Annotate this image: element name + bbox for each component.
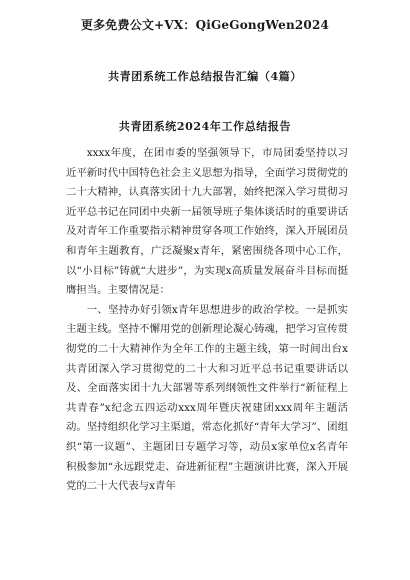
paragraph-intro: xxxx年度，在团市委的坚强领导下，市局团委坚持以习近平新时代中国特色社会主义思想为指导，全面学习贯彻党的二十大精神，认真落实团十九大部署，始终把深入学习贯彻习近平总书记在同团中央新一届领导班子集体谈话时的重要讲话及对青年工作重要指示精神贯穿各项工作始终，深入开展团员和青年主题教育，广泛凝聚x青年，紧密围绕各项中心工作，以“小目标”铸就“大进步”，为实现x高质量发展奋斗目标而挺膺担当。主要情况是：: [66, 147, 348, 297]
article-title: 共青团系统2024年工作总结报告: [118, 120, 292, 133]
paragraph-section-1: 一、坚持办好引领x青年思想进步的政治学校。一是抓实主题主线。坚持不懈用党的创新理论凝心铸魂，把学习宣传贯彻党的二十大精神作为全年工作的主题主线，第一时间出台x共青团深入学习贯彻党的二十大和习近平总书记重要讲话以及、全面落实团十九大部署等系列纲领性文件举行“新征程上共青春”x纪念五四运动xxx周年暨庆祝建团xxx周年主题活动。坚持组织化学习主渠道，常态化抓好“青年大学习”、团组织“第一议题”、主题团日专题学习等，动员x家单位x名青年积极参加“永远跟党走、奋进新征程”主题演讲比赛，深入开展党的二十大代表与x青年: [66, 303, 348, 493]
page-header: 更多免费公文+VX：QiGeGongWen2024: [80, 18, 330, 32]
body-text: [66, 144, 348, 497]
collection-title: 共青团系统工作总结报告汇编（4篇）: [108, 70, 302, 83]
